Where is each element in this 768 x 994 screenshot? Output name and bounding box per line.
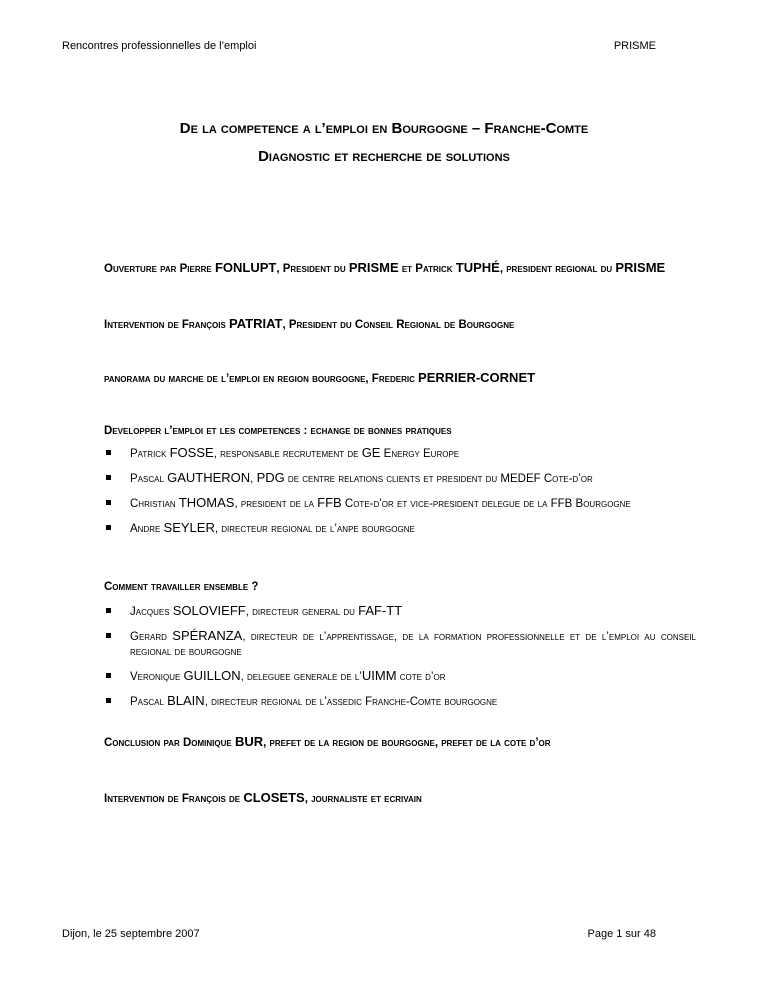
page-number: Page 1 sur 48: [587, 928, 656, 940]
bullet-icon: [106, 525, 111, 530]
section-opening: Ouverture par Pierre FONLUPT, President du PRISME et Patrick TUPHÉ, president regional du PRISME: [104, 260, 666, 275]
bullet-icon: [106, 673, 111, 678]
list-item: Gerard SPÉRANZA, directeur de l’apprentissage, de la formation professionnelle et de l’emploi au conseil regional de bourgogne: [104, 629, 696, 659]
bullet-icon: [106, 698, 111, 703]
list-item: Pascal BLAIN, directeur regional de l’assedic Franche-Comte bourgogne: [104, 694, 696, 709]
document-title: De la competence a l’emploi en Bourgogne – Franche-Comte: [179, 120, 589, 137]
list-item: Christian THOMAS, president de la FFB Cote-d’or et vice-president delegue de la FFB Bourgogne: [104, 496, 696, 511]
bullet-icon: [106, 633, 111, 638]
bullet-icon: [106, 450, 111, 455]
list-travailler: [104, 604, 696, 719]
section-panorama: panorama du marche de l’emploi en region bourgogne, Frederic PERRIER-CORNET: [104, 370, 536, 385]
section-developper: Developper l’emploi et les competences : echange de bonnes pratiques: [104, 425, 452, 437]
header-left: Rencontres professionnelles de l’emploi: [62, 40, 257, 52]
section-conclusion: Conclusion par Dominique BUR, prefet de la region de bourgogne, prefet de la cote d’or: [104, 734, 551, 749]
document-subtitle: Diagnostic et recherche de solutions: [258, 148, 510, 165]
list-developper: [104, 446, 696, 546]
section-intervention-patriat: Intervention de François PATRIAT, President du Conseil Regional de Bourgogne: [104, 316, 515, 331]
bullet-icon: [106, 500, 111, 505]
footer-left: Dijon, le 25 septembre 2007: [62, 928, 200, 940]
section-travailler-ensemble: Comment travailler ensemble ?: [104, 581, 259, 593]
bullet-icon: [106, 475, 111, 480]
list-item: Pascal GAUTHERON, PDG de centre relations clients et president du MEDEF Cote-d’or: [104, 471, 696, 486]
list-item: Patrick FOSSE, responsable recrutement de GE Energy Europe: [104, 446, 696, 461]
list-item: Veronique GUILLON, deleguee generale de l’UIMM cote d’or: [104, 669, 696, 684]
list-item: Andre SEYLER, directeur regional de l’anpe bourgogne: [104, 521, 696, 536]
header-right: PRISME: [613, 40, 656, 52]
page-header: [62, 40, 656, 52]
bullet-icon: [106, 608, 111, 613]
page-footer: [62, 928, 656, 940]
list-item: Jacques SOLOVIEFF, directeur general du FAF-TT: [104, 604, 696, 619]
section-intervention-closets: Intervention de François de CLOSETS, journaliste et ecrivain: [104, 790, 422, 805]
